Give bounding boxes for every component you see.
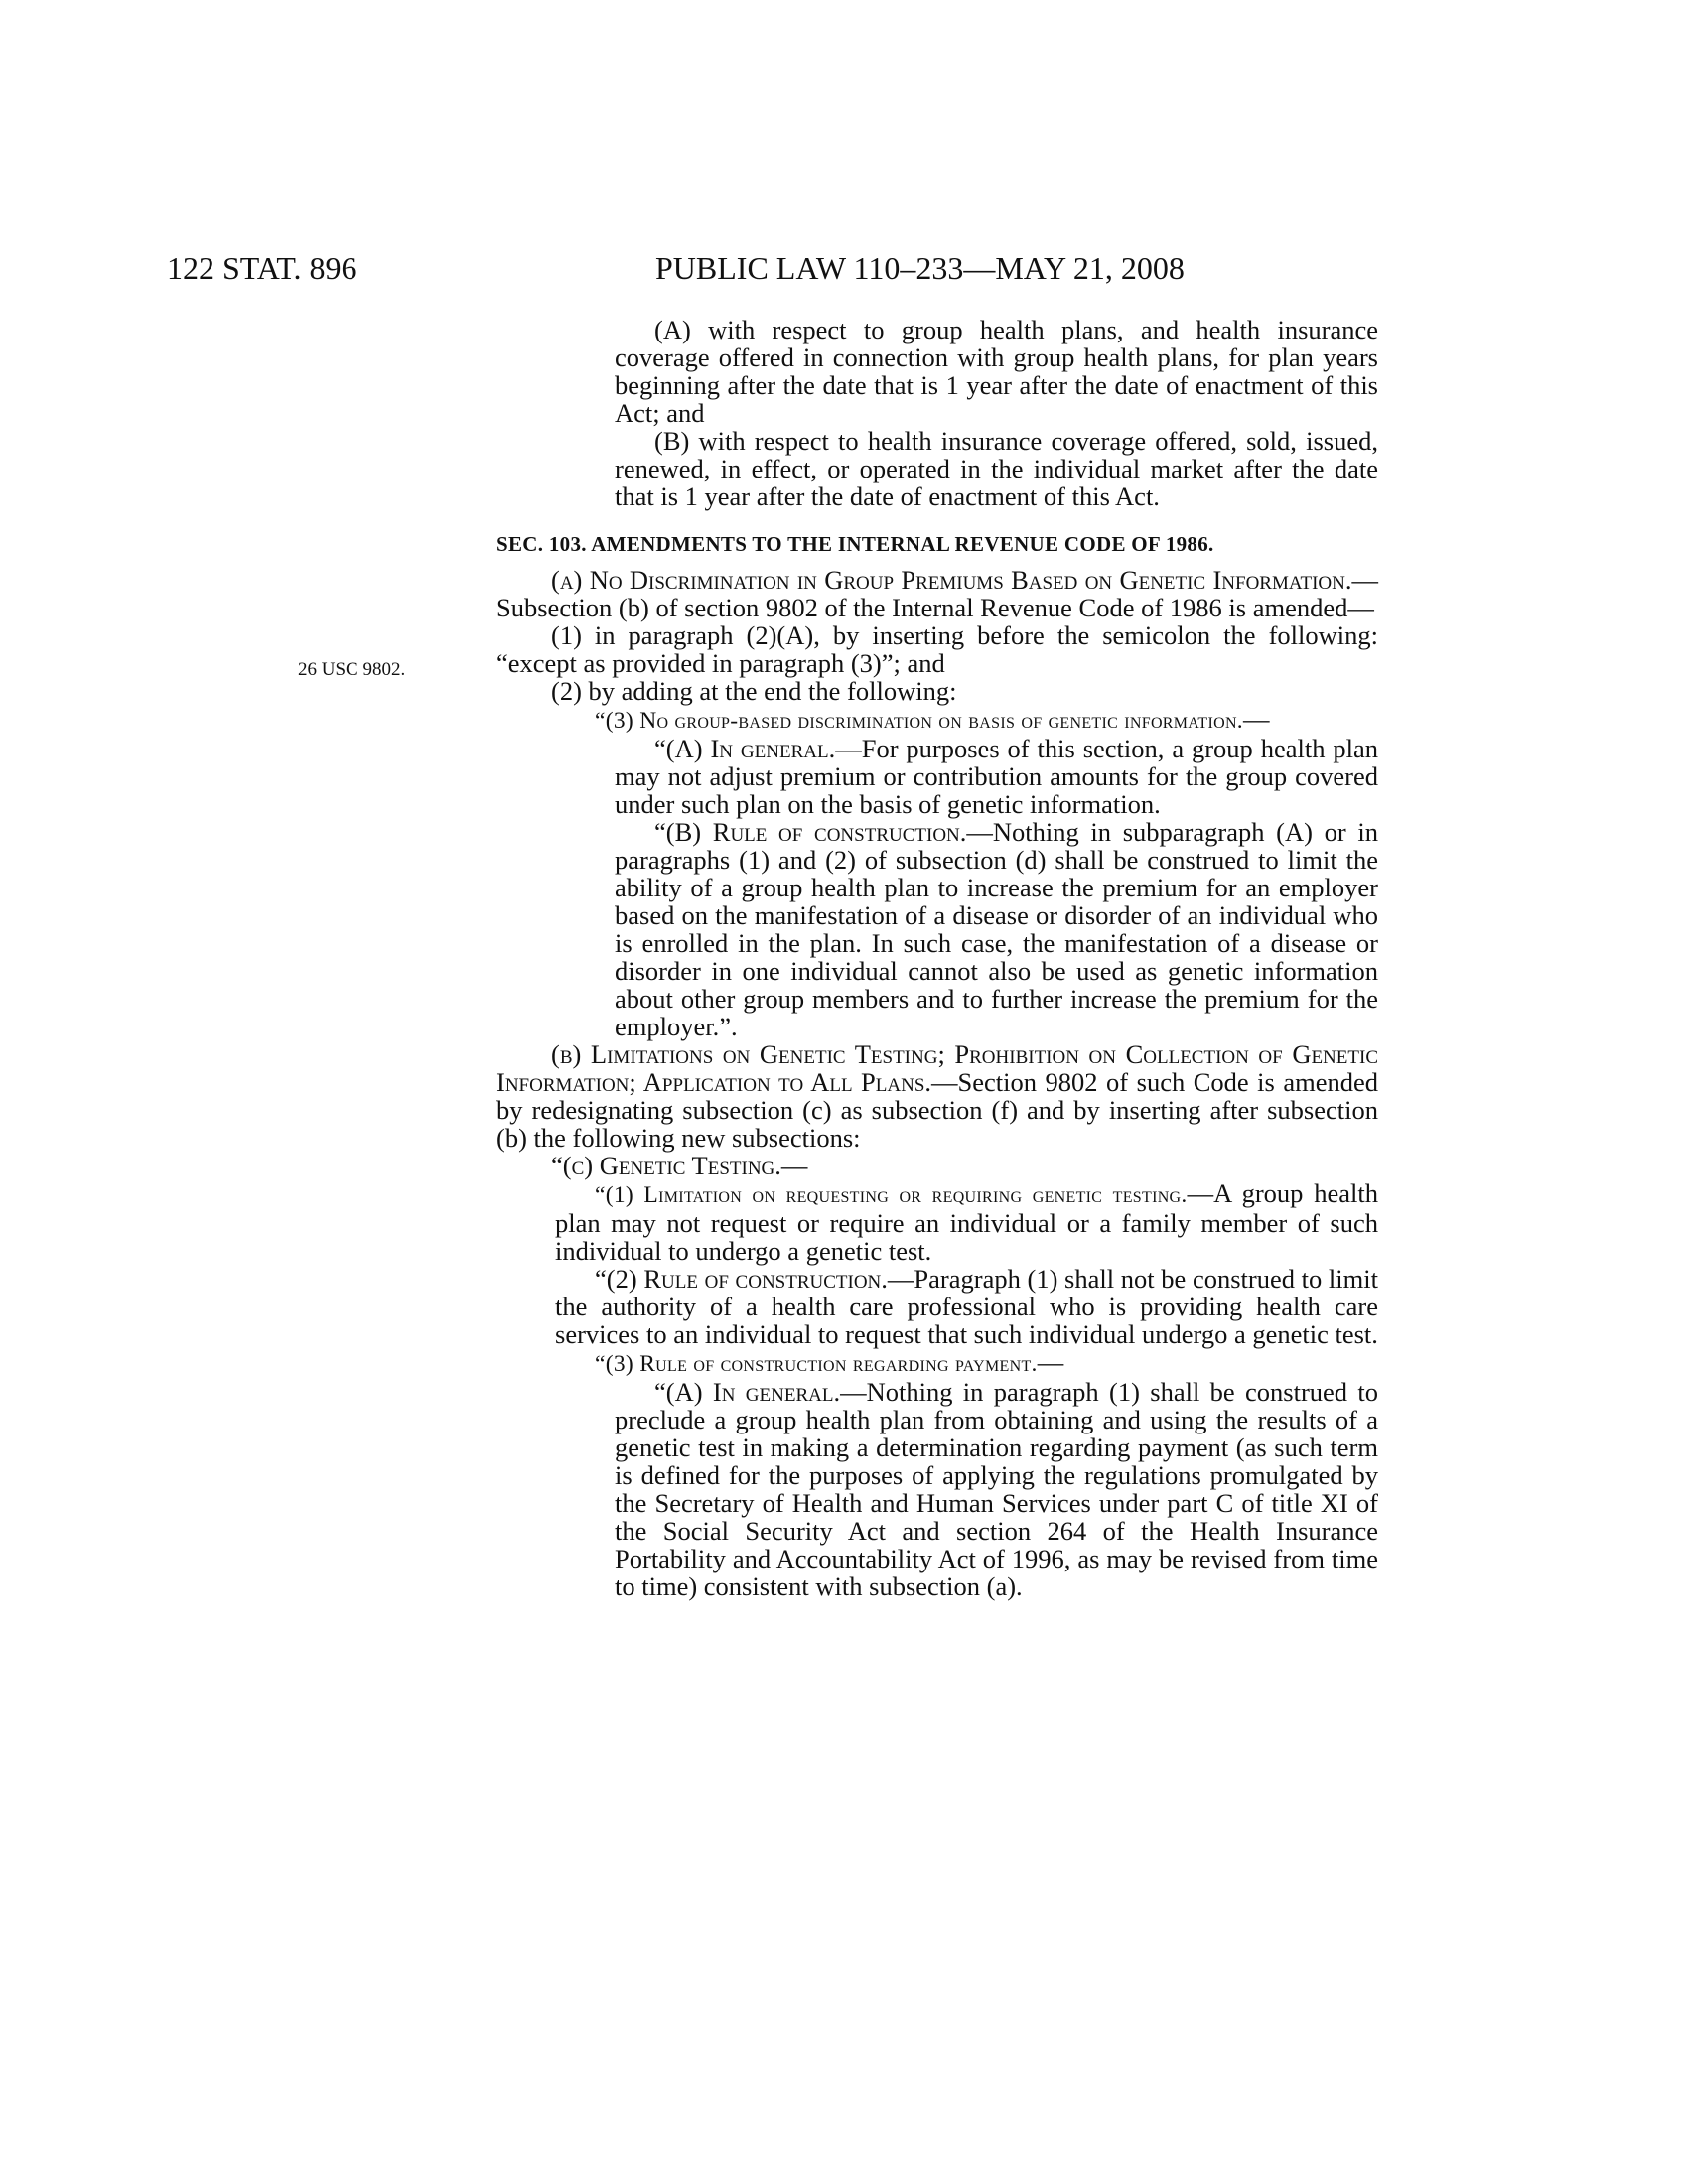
margin-note: 26 USC 9802. [298,659,406,680]
paragraph-a1: (1) in paragraph (2)(A), by inserting before the semicolon the following: “except as provided in paragraph (3)”; and [496,620,1378,678]
quoted-paragraph-c2-heading: “(2) Rule of construction. [595,1264,888,1294]
quoted-subparagraph-3A [496,735,1378,818]
section-heading: SEC. 103. AMENDMENTS TO THE INTERNAL REVENUE CODE OF 1986. [496,532,1214,556]
quoted-paragraph-c3-text: — [1037,1347,1064,1377]
quoted-paragraph-c3 [496,1348,1378,1378]
running-head: PUBLIC LAW 110–233—MAY 21, 2008 [655,250,1185,286]
quoted-subparagraph-3A-text: —For purposes of this section, a group health plan may not adjust premium or contribution amounts for the group covered under such plan on the basis of genetic information. [615,734,1379,819]
subsection-b-text: —Section 9802 of such Code is amended by redesignating subsection (c) as subsection (f) and by inserting after subsection (b) the following new subsections: [496,1067,1378,1153]
paragraph-A: (A) with respect to group health plans, and health insurance coverage offered in connection with group health plans, for plan years beginning after the date that is 1 year after the date of enactment of this Act; and [615,315,1378,428]
page-number: 122 STAT. 896 [167,250,357,286]
quoted-paragraph-c1-text: —A group health plan may not request or require an individual or a family member of such individual to undergo a genetic test. [555,1178,1378,1266]
quoted-paragraph-c2-text: —Paragraph (1) shall not be construed to limit the authority of a health care professional who is providing health care services to an individual to request that such individual undergo a genetic test. [555,1264,1378,1349]
quoted-paragraph-c3-heading: “(3) Rule of construction regarding payment. [595,1351,1038,1377]
subsection-a-text: —Subsection (b) of section 9802 of the Internal Revenue Code of 1986 is amended— [496,565,1378,622]
quoted-paragraph-c1 [496,1179,1378,1265]
quoted-paragraph-3-text: — [1242,704,1270,734]
quoted-paragraph-c1-heading: “(1) Limitation on requesting or requiring genetic testing. [595,1182,1188,1208]
paragraph-a2: (2) by adding at the end the following: [551,676,957,706]
quoted-subparagraph-3B [496,818,1378,1040]
quoted-subparagraph-c3A-heading: “(A) In general. [654,1377,841,1407]
quoted-subsection-c-heading: “(c) Genetic Testing. [551,1151,781,1180]
quoted-subparagraph-3B-heading: “(B) Rule of construction. [654,817,967,847]
quoted-paragraph-c2 [496,1265,1378,1348]
subsection-b-heading: (b) Limitations on Genetic Testing; Prohibition on Collection of Genetic Information; Application to All Plans. [496,1039,1378,1097]
subsection-a [496,566,1378,621]
subsection-a-heading: (a) No Discrimination in Group Premiums Based on Genetic Information. [551,565,1352,595]
body-text [496,316,1378,1600]
paragraph-B: (B) with respect to health insurance coverage offered, sold, issued, renewed, in effect, or operated in the individual market after the date that is 1 year after the date of enactment of this Act. [615,426,1378,511]
subsection-b [496,1040,1378,1152]
quoted-paragraph-3-heading: “(3) No group-based discrimination on basis of genetic information. [595,708,1243,734]
quoted-paragraph-3 [496,705,1378,735]
quoted-subsection-c-text: — [780,1151,808,1180]
quoted-subparagraph-3A-heading: “(A) In general. [654,734,836,763]
quoted-subparagraph-c3A [496,1378,1378,1600]
quoted-subparagraph-c3A-text: —Nothing in paragraph (1) shall be construed to preclude a group health plan from obtaining and using the results of a genetic test in making a determination regarding payment (as such term is defined for the purposes of applying the regulations promulgated by the Secretary of Health and Human Services under part C of title XI of the Social Security Act and section 264 of the Health Insurance Portability and Accountability Act of 1996, as may be revised from time to time) consistent with subsection (a). [615,1377,1379,1601]
quoted-subparagraph-3B-text: —Nothing in subparagraph (A) or in paragraphs (1) and (2) of subsection (d) shall be construed to limit the ability of a group health plan to increase the premium for an employer based on the manifestation of a disease or disorder of an individual who is enrolled in the plan. In such case, the manifestation of a disease or disorder in one individual cannot also be used as genetic information about other group members and to further increase the premium for the employer.”. [615,817,1378,1041]
quoted-subsection-c [496,1152,1378,1179]
